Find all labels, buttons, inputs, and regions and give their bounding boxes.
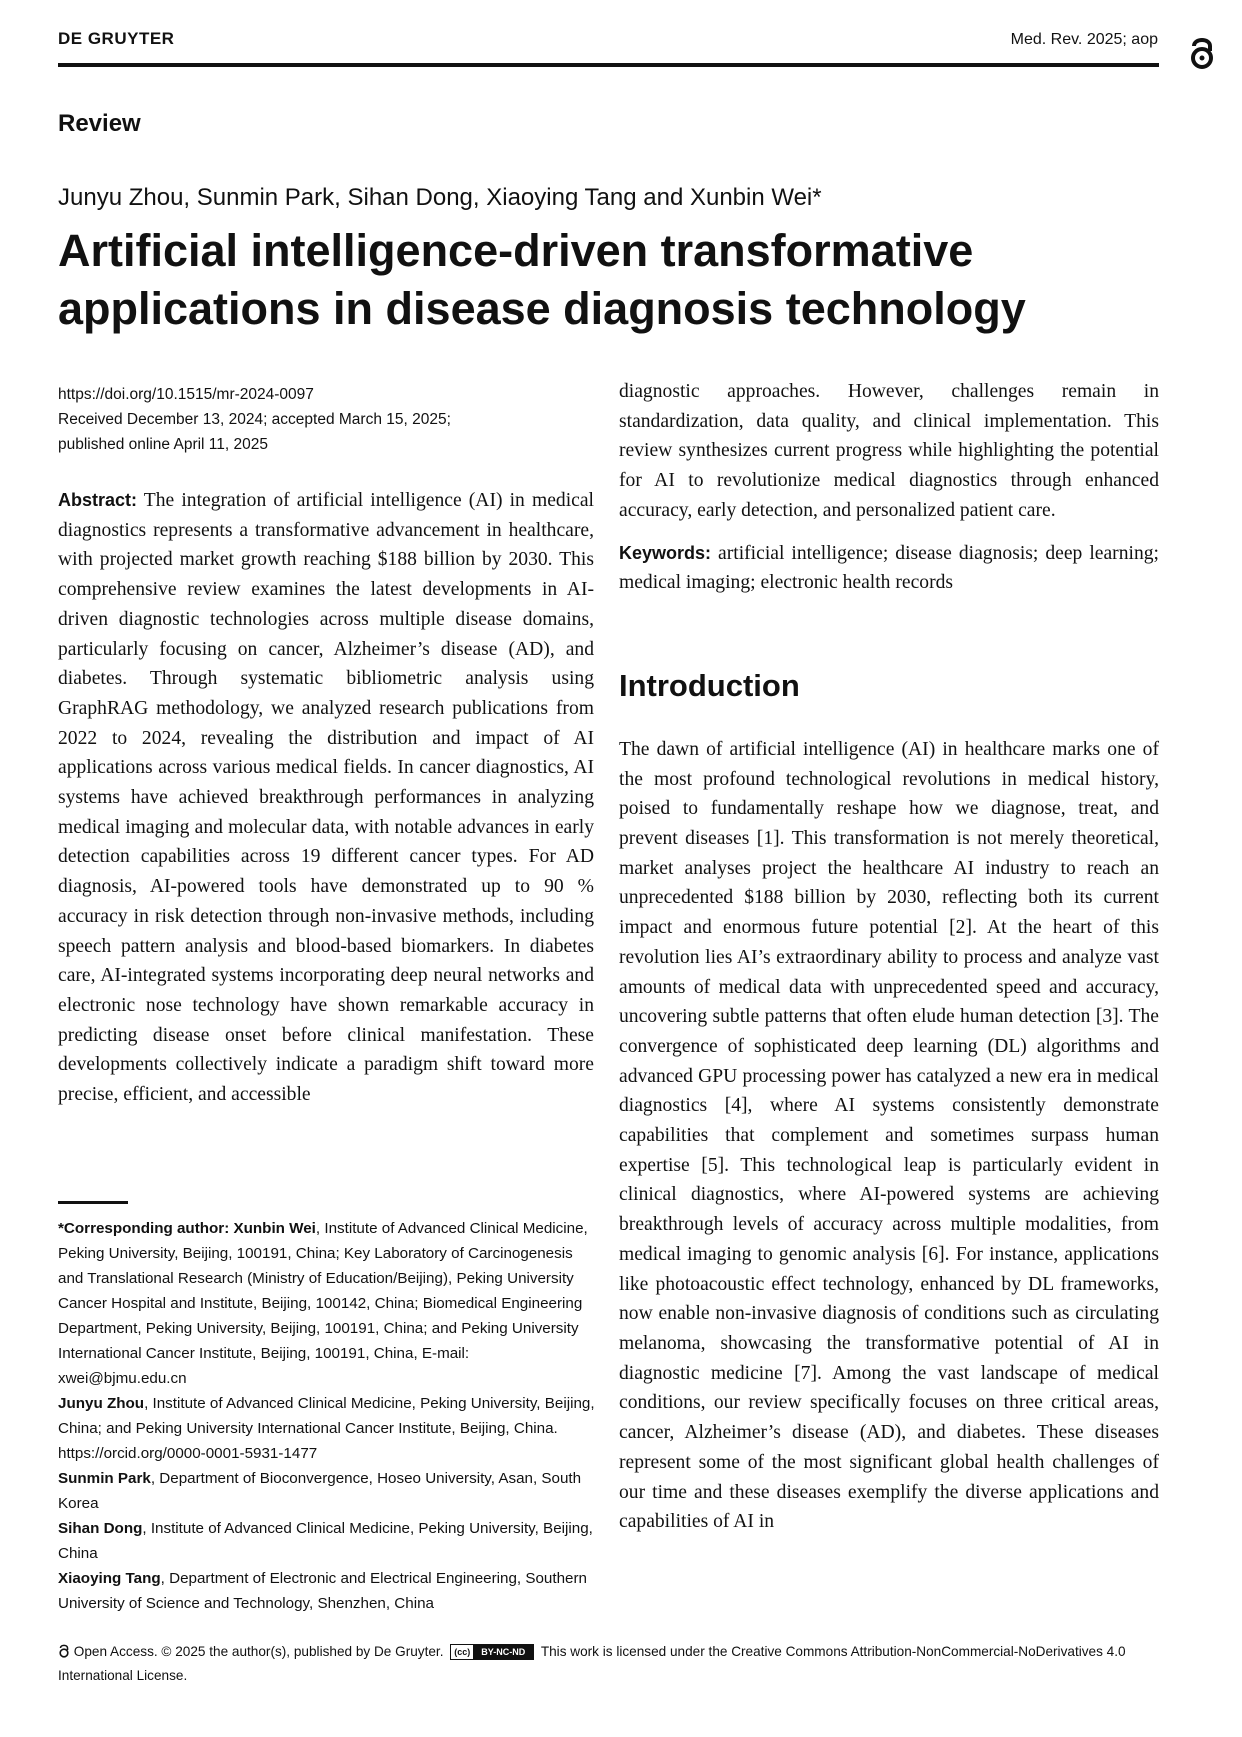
publisher-name: DE GRUYTER	[58, 29, 175, 48]
header-rule	[58, 63, 1159, 67]
keywords-label: Keywords:	[619, 542, 712, 563]
keywords	[619, 539, 1159, 598]
abstract-continued: diagnostic approaches. However, challenges remain in standardization, data quality, and clinical implementation. This review synthesizes current progress while highlighting the potential for AI to revolutionize medical diagnostics through enhanced accuracy, early detection, and personalized patient care.	[619, 381, 1159, 521]
author-list: Junyu Zhou, Sunmin Park, Sihan Dong, Xiaoying Tang and Xunbin Wei*	[58, 184, 822, 211]
affiliation-note: Xiaoying Tang, Department of Electronic and Electrical Engineering, Southern University of Science and Technology, Shenzhen, China	[58, 1570, 587, 1612]
footnote-rule	[58, 1201, 128, 1204]
received-date: Received December 13, 2024; accepted March 15, 2025;	[58, 411, 451, 428]
affiliation-note: Sunmin Park, Department of Bioconvergence, Hoseo University, Asan, South Korea	[58, 1470, 582, 1512]
open-access-statement: Open Access. © 2025 the author(s), published by De Gruyter.	[73, 1644, 444, 1659]
affiliation-note: Sihan Dong, Institute of Advanced Clinical Medicine, Peking University, Beijing, China	[58, 1520, 593, 1562]
open-access-icon	[58, 1643, 70, 1658]
journal-citation: Med. Rev. 2025; aop	[1010, 31, 1158, 48]
introduction-text: The dawn of artificial intelligence (AI) in healthcare marks one of the most profound technological revolutions in medical history, poised to fundamentally reshape how we diagnose, treat, and prevent diseases [1]. This transformation is not merely theoretical, market analyses project the healthcare AI industry to reach an unprecedented $188 billion by 2030, reflecting both its current impact and enormous future potential [2]. At the heart of this revolution lies AI’s extraordinary ability to process and analyze vast amounts of medical data with unprecedented speed and accuracy, uncovering subtle patterns that often elude human detection [3]. The convergence of sophisticated deep learning (DL) algorithms and advanced GPU processing power has catalyzed a new era in medical diagnostics [4], where AI systems consistently demonstrate capabilities that complement and sometimes surpass human expertise [5]. This technological leap is particularly evident in clinical diagnostics, where AI-powered systems are achieving breakthrough levels of accuracy across multiple modalities, from medical imaging to genomic analysis [6]. For instance, applications like photoacoustic effect technology, enhanced by DL frameworks, now enable non-invasive diagnosis of conditions such as circulating melanoma, showcasing the transformative potential of AI in diagnostic medicine [7]. Among the vast landscape of medical conditions, our review specifically focuses on three critical areas, cancer, Alzheimer’s disease (AD), and diabetes. These diseases represent some of the most significant global health challenges of our time and these diseases exemplify the diverse applications and capabilities of AI in	[619, 738, 1159, 1533]
abstract	[58, 486, 594, 1110]
affiliation-note: Junyu Zhou, Institute of Advanced Clinical Medicine, Peking University, Beijing, China; and Peking University International Cancer Institute, Beijing, China. https://orcid.org/0000-0001-5931-1477	[58, 1395, 595, 1462]
open-access-icon	[1188, 34, 1216, 70]
cc-license-badge[interactable]: (cc) BY-NC-ND	[450, 1644, 534, 1660]
article-type: Review	[58, 110, 141, 137]
license-footer	[58, 1640, 1158, 1688]
published-date: published online April 11, 2025	[58, 436, 268, 453]
publication-info	[58, 382, 594, 457]
license-statement: This work is licensed under the Creative Commons Attribution-NonCommercial-NoDerivatives 4.0 International License.	[58, 1644, 1126, 1683]
corresponding-author-note: *Corresponding author: Xunbin Wei, Institute of Advanced Clinical Medicine, Peking University, Beijing, 100191, China; Key Laboratory of Carcinogenesis and Translational Research (Ministry of Education/Beijing), Peking University Cancer Hospital and Institute, Beijing, 100142, China; Biomedical Engineering Department, Peking University, Beijing, 100191, China; and Peking University International Cancer Institute, Beijing, 100191, China, E-mail: xwei@bjmu.edu.cn	[58, 1220, 588, 1387]
keywords-text: artificial intelligence; disease diagnosis; deep learning; medical imaging; electronic health records	[619, 542, 1159, 594]
article-title: Artificial intelligence-driven transformative applications in disease diagnosis technology	[58, 225, 1026, 334]
abstract-text: The integration of artificial intelligence (AI) in medical diagnostics represents a transformative advancement in healthcare, with projected market growth reaching $188 billion by 2030. This comprehensive review examines the latest developments in AI-driven diagnostic technologies across multiple disease domains, particularly focusing on cancer, Alzheimer’s disease (AD), and diabetes. Through systematic bibliometric analysis using GraphRAG methodology, we analyzed research publications from 2022 to 2024, revealing the distribution and impact of AI applications across various medical fields. In cancer diagnostics, AI systems have achieved breakthrough performances in analyzing medical imaging and molecular data, with notable advances in early detection capabilities across 19 different cancer types. For AD diagnosis, AI-powered tools have demonstrated up to 90 % accuracy in risk detection through non-invasive methods, including speech pattern analysis and blood-based biomarkers. In diabetes care, AI-integrated systems incorporating deep neural networks and electronic nose technology have shown remarkable accuracy in predicting disease onset before clinical manifestation. These developments collectively indicate a paradigm shift toward more precise, efficient, and accessible	[58, 490, 594, 1106]
introduction-heading: Introduction	[619, 667, 800, 703]
abstract-label: Abstract:	[58, 490, 138, 510]
doi-link[interactable]: https://doi.org/10.1515/mr-2024-0097	[58, 386, 314, 403]
right-column	[619, 377, 1159, 1537]
left-column	[58, 382, 594, 1110]
footnotes	[58, 1216, 596, 1616]
